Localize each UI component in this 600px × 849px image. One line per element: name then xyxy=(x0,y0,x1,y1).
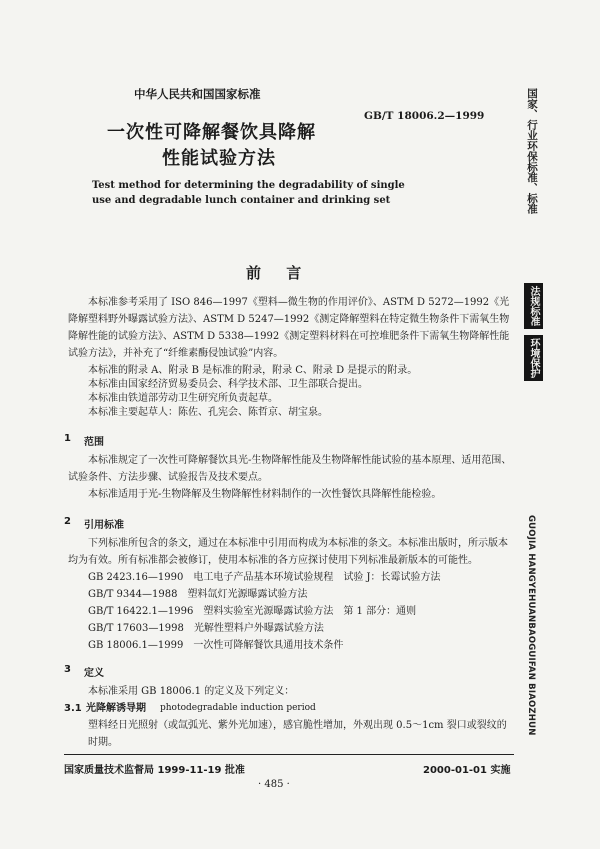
preface-paragraph: 本标准参考采用了 ISO 846—1997《塑料—微生物的作用评价》、ASTM D 5272—1992《光降解塑料野外曝露试验方法》、ASTM D 5247—1992《测定降解塑料在特定微生物条件下需氧生物降解性能的试验方法》、ASTM D 5338—1992《测定塑料材料在可控堆肥条件下需氧生物降解性能试验方法》，并补充了“纤维素酶侵蚀试验”内容。 xyxy=(68,297,510,359)
footer-rule xyxy=(64,754,514,755)
reference-item: GB/T 16422.1—1996 塑料实验室光源曝露试验方法 第 1 部分：通则 xyxy=(88,606,417,617)
section-3-intro: 本标准采用 GB 18006.1 的定义及下列定义： xyxy=(88,686,295,697)
english-title-line-1: Test method for determining the degradability of single xyxy=(92,180,405,191)
preface-paragraph: 本标准主要起草人：陈佐、孔宪会、陈哲京、胡宝泉。 xyxy=(88,407,328,418)
english-title-line-2: use and degradable lunch container and drinking set xyxy=(92,195,391,206)
sidebar-category: 国家、行业环保标准、标准 xyxy=(526,88,538,214)
section-1-paragraph: 本标准规定了一次性可降解餐饮具光-生物降解性能及生物降解性能试验的基本原理、适用范围、试验条件、方法步骤、试验报告及技术要点。 xyxy=(68,455,512,483)
reference-item: GB 2423.16—1990 电工电子产品基本环境试验规程 试验 J：长霉试验方法 xyxy=(88,572,441,583)
reference-item: GB/T 9344—1988 塑料氙灯光源曝露试验方法 xyxy=(88,589,308,600)
section-3-title: 定义 xyxy=(84,668,104,679)
definition-term-english: photodegradable induction period xyxy=(160,703,316,713)
definition-text: 塑料经日光照射（或氙弧光、紫外光加速），感官脆性增加，外观出现 0.5～1cm 裂口或裂纹的时期。 xyxy=(88,720,507,748)
definition-term: 光降解诱导期 xyxy=(86,703,146,714)
sidebar-pinyin: GUOJIA HANGYEHUANBAOGUIFAN BIAOZHUN xyxy=(526,515,536,736)
title-line-1: 一次性可降解餐饮具降解 xyxy=(107,122,316,143)
section-2-number: 2 xyxy=(64,516,71,527)
section-2-title: 引用标准 xyxy=(84,520,124,531)
section-2-intro: 下列标准所包含的条文，通过在本标准中引用而构成为本标准的条文。本标准出版时，所示版本均为有效。所有标准都会被修订，使用本标准的各方应探讨使用下列标准最新版本的可能性。 xyxy=(68,538,508,566)
reference-item: GB/T 17603—1998 光解性塑料户外曝露试验方法 xyxy=(88,623,324,634)
definition-number: 3.1 xyxy=(64,703,82,714)
page-number: · 485 · xyxy=(258,779,290,790)
preface-paragraph: 本标准由国家经济贸易委员会、科学技术部、卫生部联合提出。 xyxy=(88,379,368,390)
section-3-number: 3 xyxy=(64,664,71,675)
preface-paragraph: 本标准由铁道部劳动卫生研究所负责起草。 xyxy=(88,393,278,404)
preface-heading: 前 言 xyxy=(246,264,312,282)
sidebar-tag-environment: 环境保护 xyxy=(524,335,543,381)
sidebar-tag-regulations: 法规标准 xyxy=(524,283,543,329)
issuer: 中华人民共和国国家标准 xyxy=(134,87,261,101)
section-1-paragraph: 本标准适用于光-生物降解及生物降解性材料制作的一次性餐饮具降解性能检验。 xyxy=(88,489,442,500)
section-1-title: 范围 xyxy=(84,437,104,448)
standard-code: GB/T 18006.2—1999 xyxy=(364,110,485,122)
reference-item: GB 18006.1—1999 一次性可降解餐饮具通用技术条件 xyxy=(88,640,344,651)
section-1-number: 1 xyxy=(64,433,71,444)
preface-paragraph: 本标准的附录 A、附录 B 是标准的附录，附录 C、附录 D 是提示的附录。 xyxy=(88,365,418,376)
implementation-date: 2000-01-01 实施 xyxy=(423,765,511,776)
title-line-2: 性能试验方法 xyxy=(162,148,276,169)
approval-date: 国家质量技术监督局 1999-11-19 批准 xyxy=(64,765,245,776)
